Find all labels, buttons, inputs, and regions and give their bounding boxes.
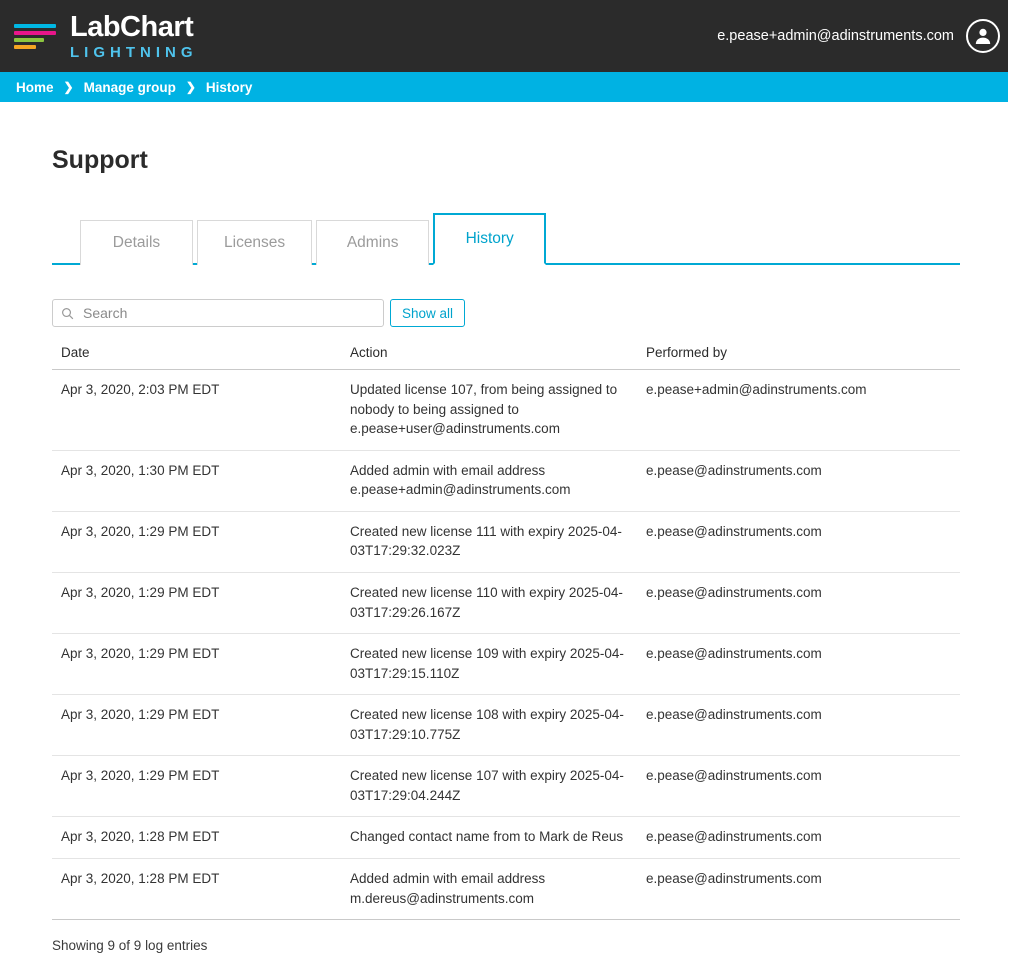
- tab-bar: [52, 213, 960, 265]
- main-content: [0, 146, 1018, 953]
- cell-action: Updated license 107, from being assigned to nobody to being assigned to e.pease+user@adinstruments.com: [350, 370, 646, 451]
- table-row: [52, 634, 960, 695]
- cell-performed-by: e.pease@adinstruments.com: [646, 756, 960, 817]
- search-input[interactable]: [81, 304, 375, 322]
- table-row: [52, 450, 960, 511]
- user-email-label: e.pease+admin@adinstruments.com: [717, 28, 954, 44]
- tab-history[interactable]: History: [433, 213, 546, 265]
- cell-action: Created new license 109 with expiry 2025-04-03T17:29:15.110Z: [350, 634, 646, 695]
- cell-date: Apr 3, 2020, 1:29 PM EDT: [52, 572, 350, 633]
- cell-action: Added admin with email address e.pease+admin@adinstruments.com: [350, 450, 646, 511]
- cell-action: Created new license 111 with expiry 2025-04-03T17:29:32.023Z: [350, 511, 646, 572]
- cell-date: Apr 3, 2020, 1:29 PM EDT: [52, 756, 350, 817]
- tab-details[interactable]: Details: [80, 220, 193, 265]
- cell-action: Created new license 110 with expiry 2025-04-03T17:29:26.167Z: [350, 572, 646, 633]
- cell-date: Apr 3, 2020, 2:03 PM EDT: [52, 370, 350, 451]
- table-row: [52, 370, 960, 451]
- cell-date: Apr 3, 2020, 1:29 PM EDT: [52, 511, 350, 572]
- brand-logo[interactable]: [14, 10, 198, 61]
- breadcrumb-item-history[interactable]: History: [205, 79, 253, 95]
- cell-performed-by: e.pease@adinstruments.com: [646, 572, 960, 633]
- search-box[interactable]: [52, 299, 384, 327]
- search-row: [52, 299, 966, 327]
- cell-performed-by: e.pease@adinstruments.com: [646, 450, 960, 511]
- cell-performed-by: e.pease@adinstruments.com: [646, 511, 960, 572]
- cell-performed-by: e.pease@adinstruments.com: [646, 634, 960, 695]
- cell-performed-by: e.pease@adinstruments.com: [646, 859, 960, 920]
- cell-performed-by: e.pease@adinstruments.com: [646, 817, 960, 859]
- breadcrumb: [0, 72, 1018, 102]
- cell-date: Apr 3, 2020, 1:29 PM EDT: [52, 695, 350, 756]
- cell-performed-by: e.pease+admin@adinstruments.com: [646, 370, 960, 451]
- table-header-row: [52, 345, 960, 370]
- history-log-table: [52, 345, 960, 920]
- breadcrumb-item-manage-group[interactable]: Manage group: [83, 79, 176, 95]
- chevron-right-icon: ❯: [63, 80, 74, 94]
- cell-action: Changed contact name from to Mark de Reus: [350, 817, 646, 859]
- column-header-date: Date: [52, 345, 350, 370]
- chevron-right-icon: ❯: [185, 80, 196, 94]
- table-row: [52, 817, 960, 859]
- app-header: [0, 0, 1018, 72]
- search-icon: [61, 307, 74, 320]
- table-row: [52, 756, 960, 817]
- cell-action: Added admin with email address m.dereus@adinstruments.com: [350, 859, 646, 920]
- cell-date: Apr 3, 2020, 1:28 PM EDT: [52, 817, 350, 859]
- page-title: Support: [52, 146, 148, 174]
- brand-product: LIGHTNING: [70, 43, 198, 61]
- column-header-performed-by: Performed by: [646, 345, 960, 370]
- header-user-area: [717, 19, 1000, 53]
- table-row: [52, 572, 960, 633]
- tab-admins[interactable]: Admins: [316, 220, 429, 265]
- brand-wordmark: [70, 10, 198, 61]
- cell-date: Apr 3, 2020, 1:29 PM EDT: [52, 634, 350, 695]
- cell-date: Apr 3, 2020, 1:28 PM EDT: [52, 859, 350, 920]
- cell-date: Apr 3, 2020, 1:30 PM EDT: [52, 450, 350, 511]
- log-count-label: Showing 9 of 9 log entries: [52, 938, 208, 953]
- cell-action: Created new license 107 with expiry 2025-04-03T17:29:04.244Z: [350, 756, 646, 817]
- tab-licenses[interactable]: Licenses: [197, 220, 312, 265]
- page-right-margin: [1008, 0, 1018, 932]
- logo-bars-icon: [14, 19, 56, 53]
- column-header-action: Action: [350, 345, 646, 370]
- show-all-button[interactable]: Show all: [390, 299, 465, 327]
- table-row: [52, 695, 960, 756]
- brand-name: LabChart: [70, 10, 194, 43]
- cell-performed-by: e.pease@adinstruments.com: [646, 695, 960, 756]
- table-body: [52, 370, 960, 920]
- user-avatar-icon[interactable]: [966, 19, 1000, 53]
- breadcrumb-item-home[interactable]: Home: [16, 79, 54, 95]
- cell-action: Created new license 108 with expiry 2025-04-03T17:29:10.775Z: [350, 695, 646, 756]
- table-row: [52, 511, 960, 572]
- table-row: [52, 859, 960, 920]
